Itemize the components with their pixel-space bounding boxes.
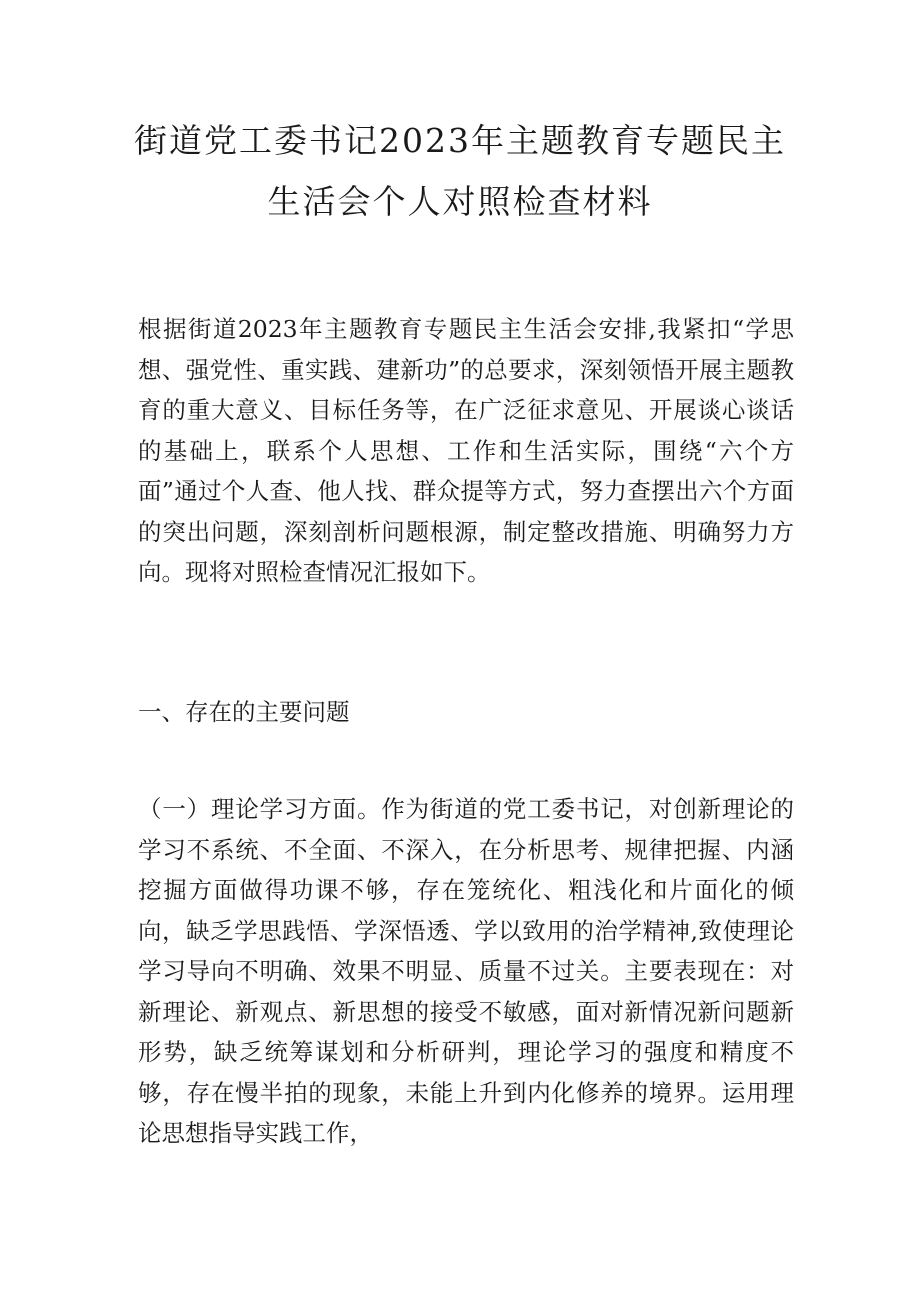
document-title-line-2: 生活会个人对照检查材料 <box>267 182 653 221</box>
section-heading: 一、存在的主要问题 <box>138 698 350 726</box>
theory-study-paragraph: （一）理论学习方面。作为街道的党工委书记，对创新理论的学习不系统、不全面、不深入，在分析思考、规律把握、内涵挖掘方面做得功课不够，存在笼统化、粗浅化和片面化的倾向，缺乏学思践悟、学深悟透、学以致用的治学精神,致使理论学习导向不明确、效果不明显、质量不过关。主要表现在：对新理论、新观点、新思想的接受不敏感，面对新情况新问题新形势，缺乏统筹谋划和分析研判，理论学习的强度和精度不够，存在慢半拍的现象，未能上升到内化修养的境界。运用理论思想指导实践工作， <box>138 795 794 1147</box>
document-title-line-1: 街道党工委书记2023年主题教育专题民主 <box>134 121 786 160</box>
intro-paragraph: 根据街道2023年主题教育专题民主生活会安排,我紧扣“学思想、强党性、重实践、建新功”的总要求，深刻领悟开展主题教育的重大意义、目标任务等，在广泛征求意见、开展谈心谈话的基础上，联系个人思想、工作和生活实际，围绕“六个方面”通过个人查、他人找、群众提等方式，努力查摆出六个方面的突出问题，深刻剖析问题根源，制定整改措施、明确努力方向。现将对照检查情况汇报如下。 <box>138 315 794 586</box>
